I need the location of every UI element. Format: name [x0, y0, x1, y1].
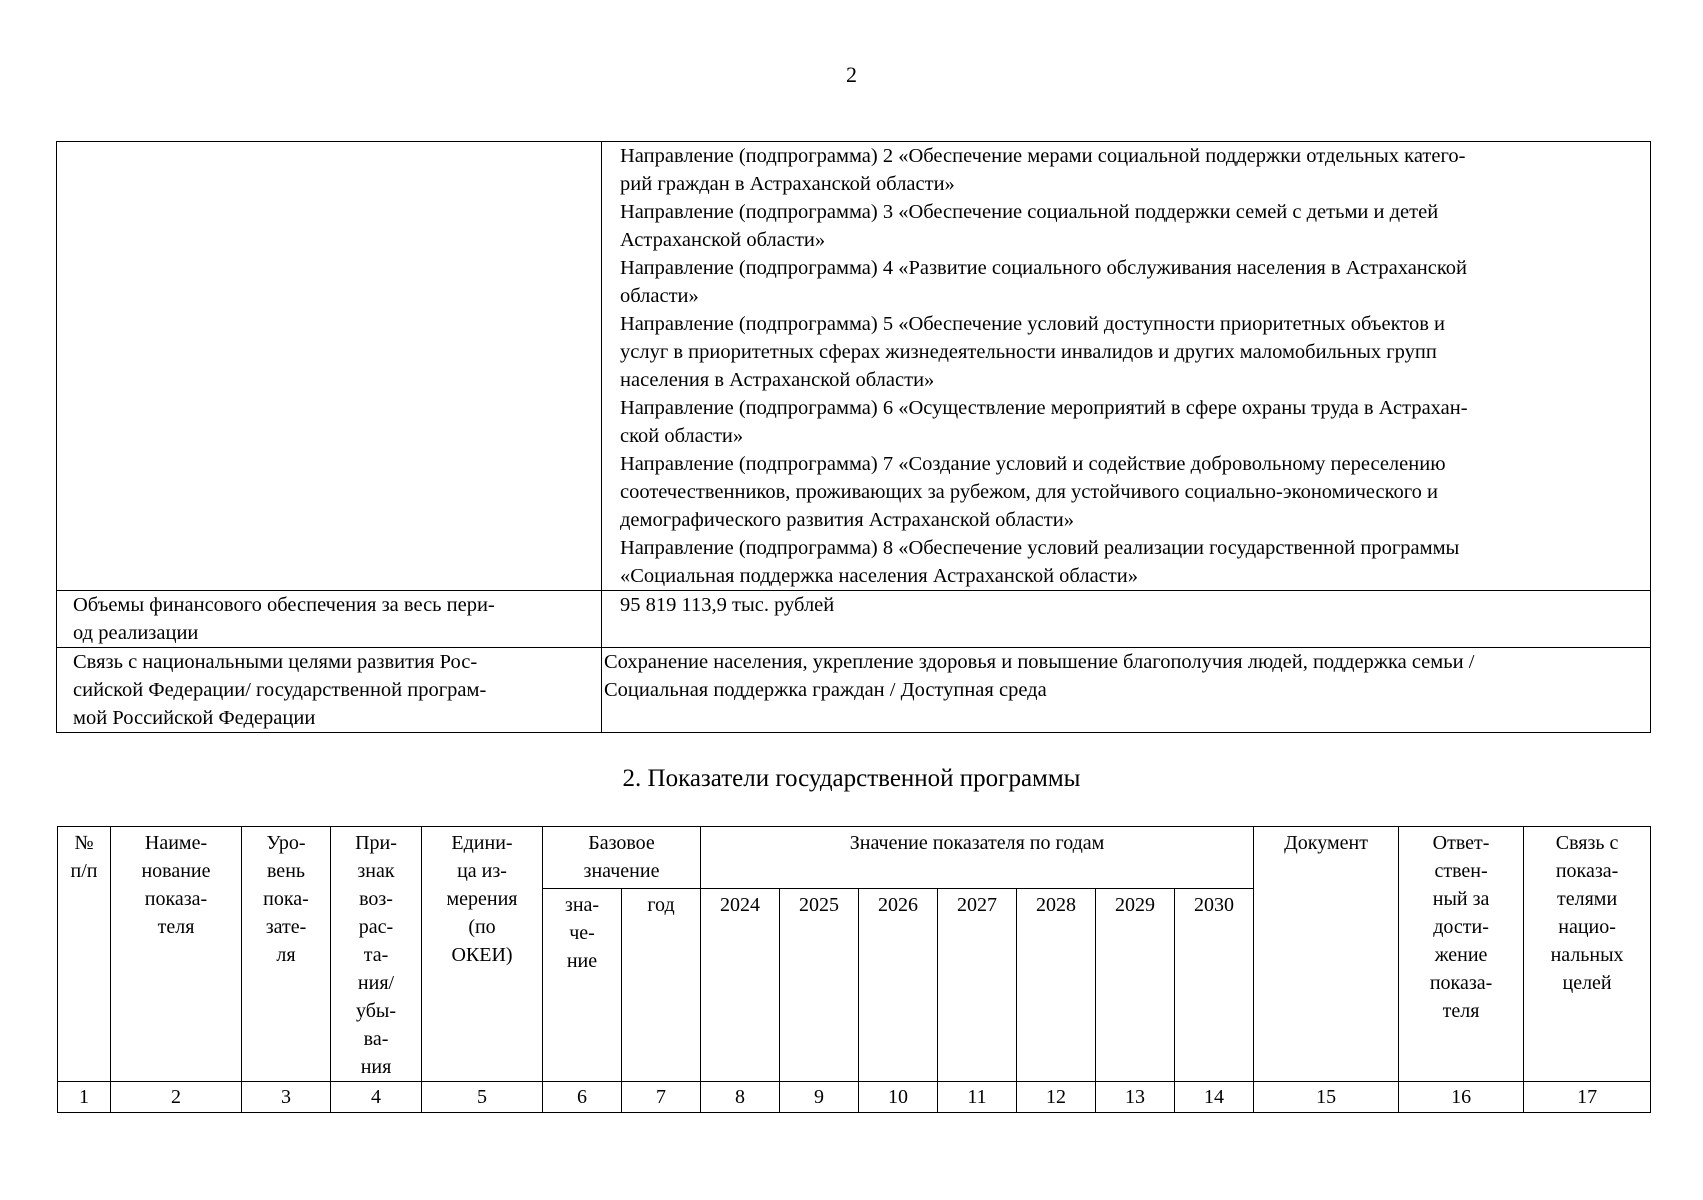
header-responsible: Ответ- ствен- ный за дости- жение показа- теля [1399, 827, 1524, 1082]
column-numbers-row [58, 1082, 1651, 1113]
header-year-2026: 2026 [859, 888, 938, 1081]
header-document: Документ [1254, 827, 1399, 1082]
page-number: 2 [846, 62, 857, 87]
header-level: Уро- вень пока- зате- ля [242, 827, 331, 1082]
direction-2: Направление (подпрограмма) 2 «Обеспечение мерами социальной поддержки отдельных катего- рий граждан в Астраханской области» [620, 145, 1466, 195]
header-year-2025: 2025 [780, 888, 859, 1081]
funding-row [57, 591, 1651, 648]
header-unit: Едини- ца из- мерения (по ОКЕИ) [422, 827, 543, 1082]
direction-4: Направление (подпрограмма) 4 «Развитие социального обслуживания населения в Астраханской области» [620, 257, 1468, 307]
header-link: Связь с показа- телями нацио- нальных целей [1524, 827, 1651, 1082]
column-number: 11 [938, 1082, 1017, 1113]
column-number: 17 [1524, 1082, 1651, 1113]
header-base-year: год [622, 888, 701, 1081]
column-number: 10 [859, 1082, 938, 1113]
direction-3: Направление (подпрограмма) 3 «Обеспечение социальной поддержки семей с детьми и детей Астраханской области» [620, 201, 1439, 251]
column-number: 8 [701, 1082, 780, 1113]
direction-8: Направление (подпрограмма) 8 «Обеспечение условий реализации государственной программы «Социальная поддержка населения Астраханской области» [620, 537, 1460, 587]
column-number: 1 [58, 1082, 111, 1113]
header-year-2028: 2028 [1017, 888, 1096, 1081]
column-number: 6 [543, 1082, 622, 1113]
goals-label: Связь с национальными целями развития Рос- сийской Федерации/ государственной програм- мой Российской Федерации [57, 648, 602, 733]
passport-table [56, 141, 1651, 733]
goals-value: Сохранение населения, укрепление здоровья и повышение благополучия людей, поддержка семьи / Социальная поддержка граждан / Доступная среда [602, 648, 1651, 733]
column-number: 3 [242, 1082, 331, 1113]
goals-row [57, 648, 1651, 733]
section-title: 2. Показатели государственной программы [622, 765, 1081, 792]
column-number: 4 [331, 1082, 422, 1113]
direction-6: Направление (подпрограмма) 6 «Осуществление мероприятий в сфере охраны труда в Астрахан- ской области» [620, 397, 1468, 447]
column-number: 14 [1175, 1082, 1254, 1113]
header-base: Базовое значение [543, 827, 701, 889]
column-number: 15 [1254, 1082, 1399, 1113]
column-number: 13 [1096, 1082, 1175, 1113]
directions-label-cell [57, 142, 602, 591]
header-year-2024: 2024 [701, 888, 780, 1081]
header-base-value: зна- че- ние [543, 888, 622, 1081]
header-num: № п/п [58, 827, 111, 1082]
directions-cell [602, 142, 1651, 591]
header-row-1 [58, 827, 1651, 889]
direction-5: Направление (подпрограмма) 5 «Обеспечение условий доступности приоритетных объектов и услуг в приоритетных сферах жизнедеятельности инвалидов и других маломобильных групп населения в Астраханской области» [620, 313, 1445, 391]
indicators-table [57, 826, 1651, 1113]
column-number: 2 [111, 1082, 242, 1113]
column-number: 12 [1017, 1082, 1096, 1113]
direction-7: Направление (подпрограмма) 7 «Создание условий и содействие добровольному переселению соотечественников, проживающих за рубежом, для устойчивого социально-экономического и демографического развития Астраханской области» [620, 453, 1446, 531]
directions-row [57, 142, 1651, 591]
funding-value: 95 819 113,9 тыс. рублей [602, 591, 1651, 648]
header-year-2030: 2030 [1175, 888, 1254, 1081]
header-by-years: Значение показателя по годам [701, 827, 1254, 889]
header-year-2027: 2027 [938, 888, 1017, 1081]
column-number: 9 [780, 1082, 859, 1113]
funding-label: Объемы финансового обеспечения за весь пери- од реализации [57, 591, 602, 648]
header-year-2029: 2029 [1096, 888, 1175, 1081]
header-trend: При- знак воз- рас- та- ния/ убы- ва- ния [331, 827, 422, 1082]
header-name: Наиме- нование показа- теля [111, 827, 242, 1082]
column-number: 5 [422, 1082, 543, 1113]
column-number: 7 [622, 1082, 701, 1113]
column-number: 16 [1399, 1082, 1524, 1113]
